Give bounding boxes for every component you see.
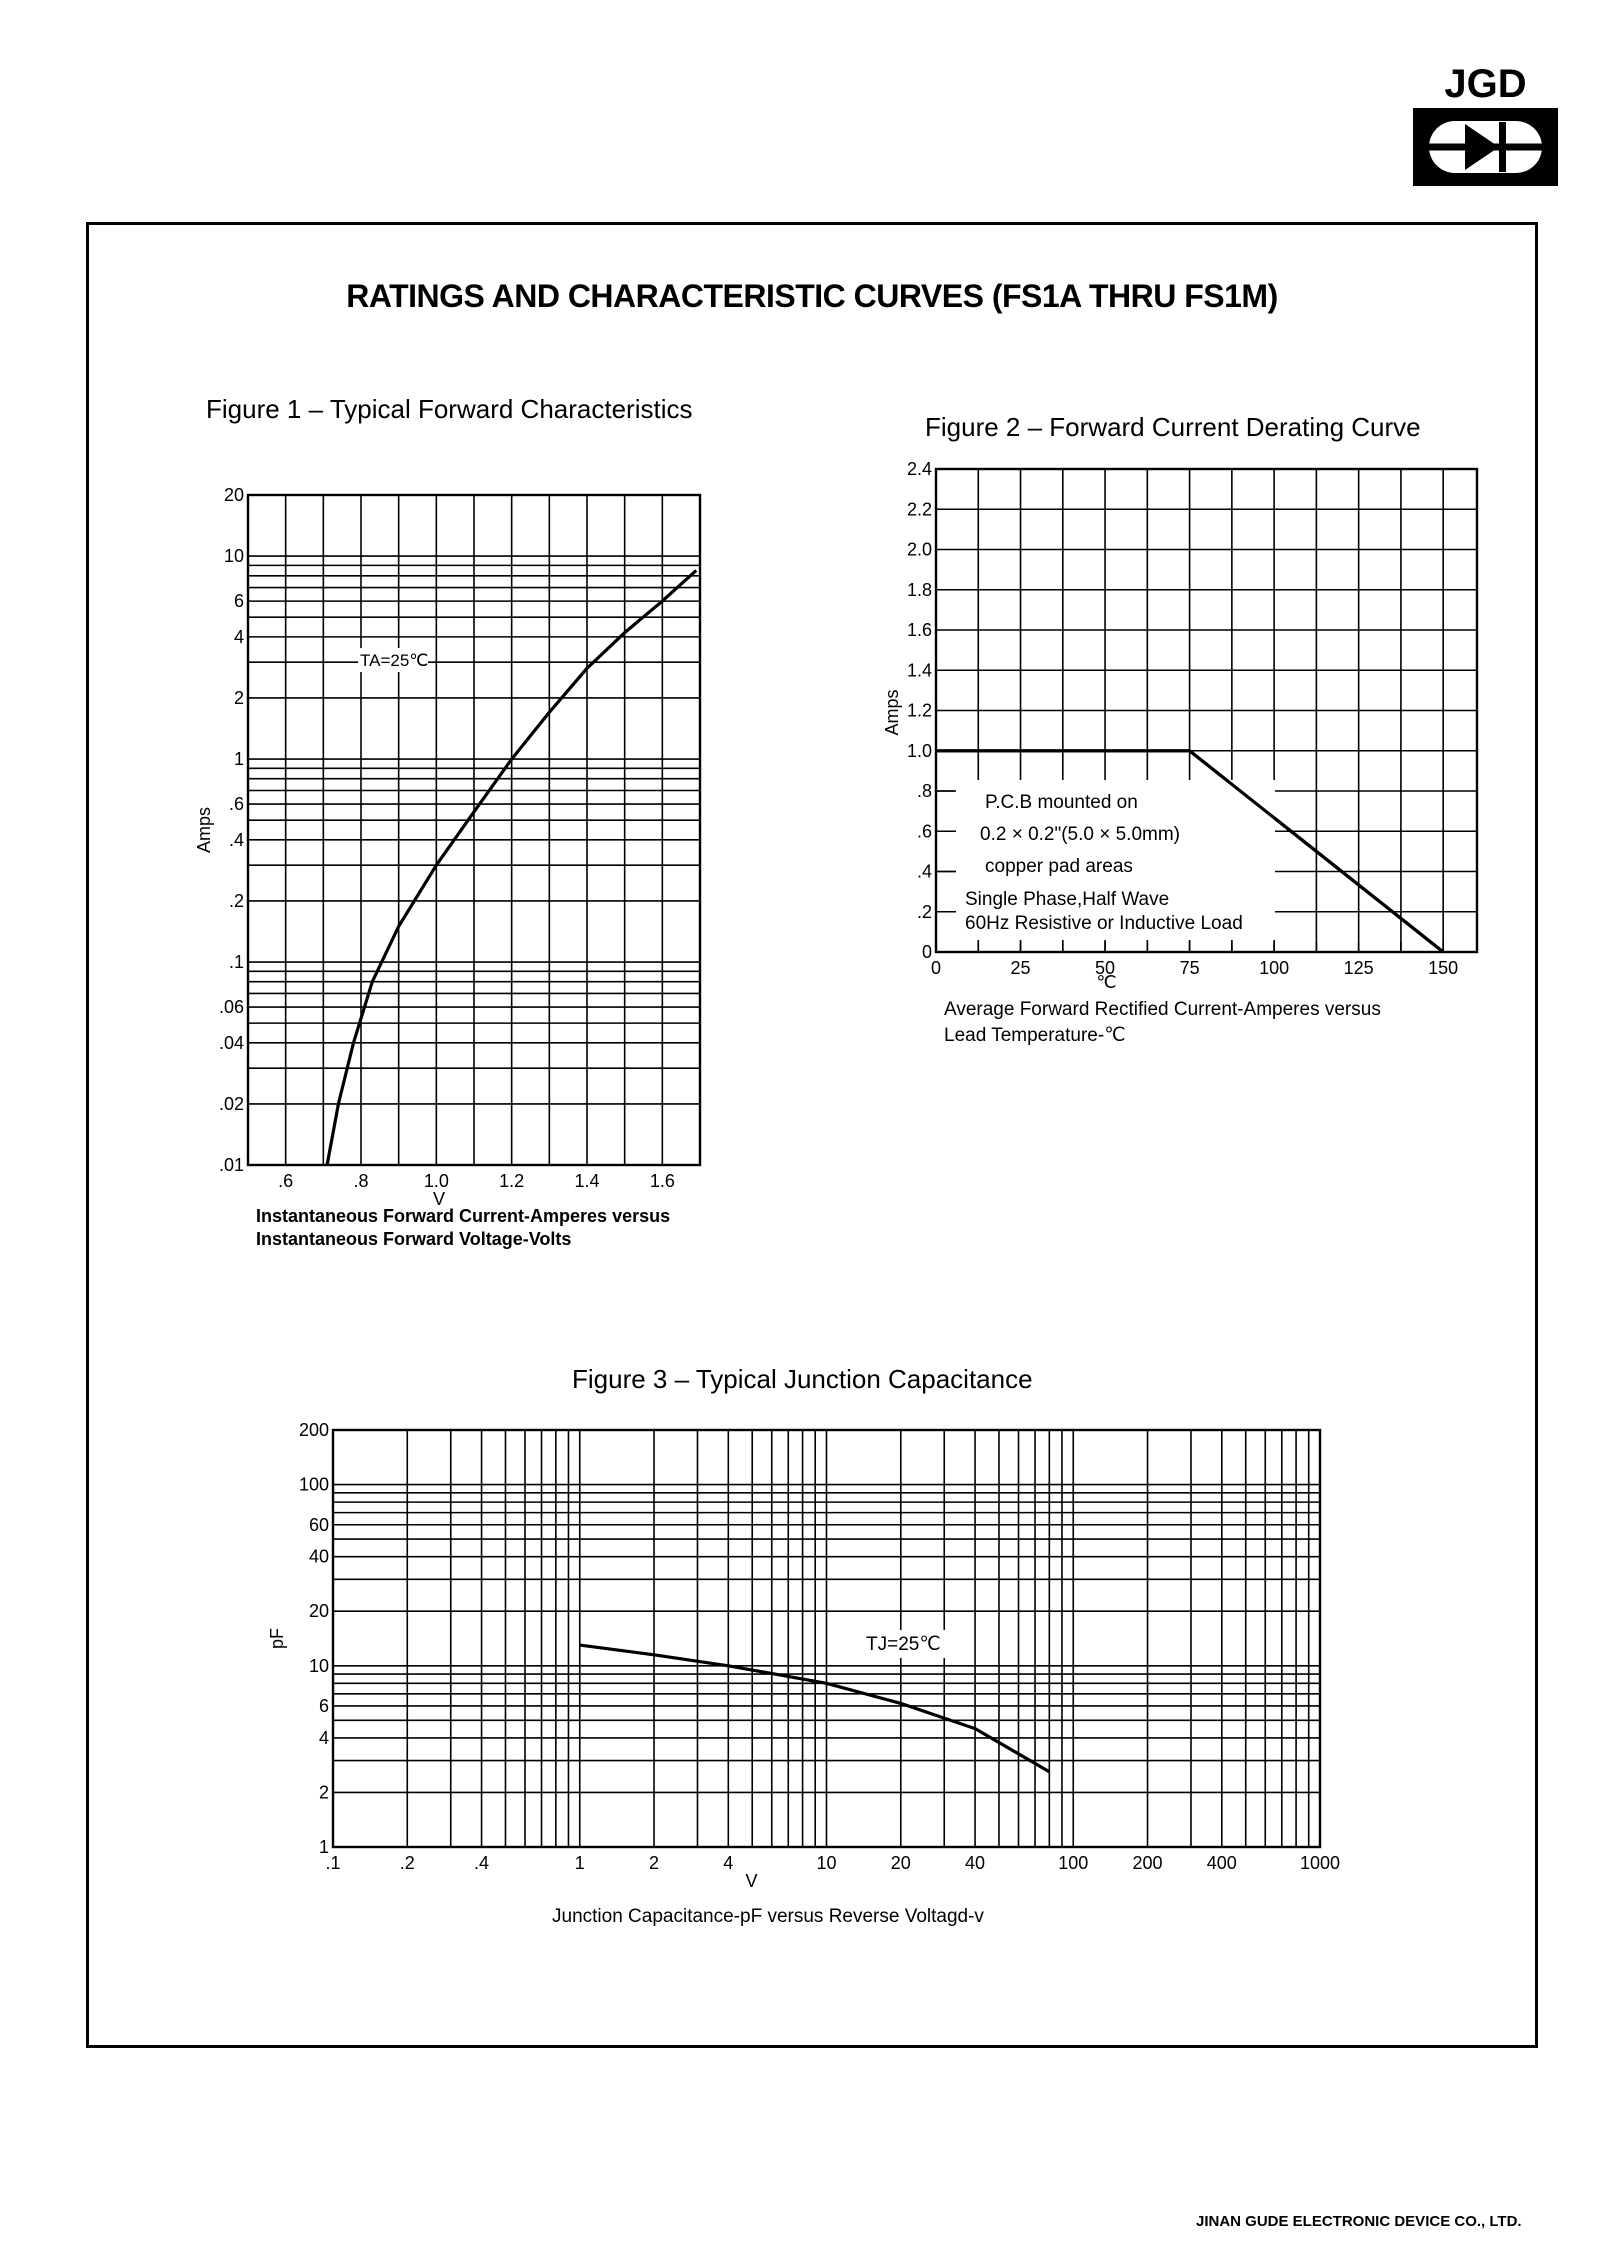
chart1-ytick-label: .1 <box>228 952 244 973</box>
chart2-note-line: 60Hz Resistive or Inductive Load <box>965 913 1243 934</box>
chart1-xtick-label: 1.6 <box>649 1171 675 1191</box>
figure2-caption-line2: Lead Temperature-℃ <box>944 1025 1126 1046</box>
chart3-xtick-label: 1 <box>574 1853 585 1873</box>
chart1-ytick-label: 4 <box>233 626 244 647</box>
footer-company: JINAN GUDE ELECTRONIC DEVICE CO., LTD. <box>1196 2213 1522 2230</box>
chart1-ytick-label: .2 <box>228 890 244 911</box>
figure1-caption-line2: Instantaneous Forward Voltage-Volts <box>256 1229 572 1249</box>
chart2-note-line: 0.2 × 0.2"(5.0 × 5.0mm) <box>980 824 1181 845</box>
chart1-ytick-label: .01 <box>218 1155 244 1175</box>
figure3-caption: Junction Capacitance-pF versus Reverse Voltagd-v <box>552 1906 984 1927</box>
chart2-note-line: P.C.B mounted on <box>985 792 1138 813</box>
chart3-xtick-label: 100 <box>1058 1853 1089 1873</box>
chart1-annotation: TA=25℃ <box>360 651 429 670</box>
chart2-xtick-label: 75 <box>1179 958 1200 978</box>
chart2-ytick-label: 2.4 <box>906 459 932 479</box>
chart2-ytick-label: 1.4 <box>906 660 932 681</box>
chart3-xtick-label: 200 <box>1132 1853 1163 1873</box>
chart1-ytick-label: .04 <box>218 1032 244 1053</box>
chart2-ytick-label: .4 <box>916 861 932 882</box>
chart2-note-line: copper pad areas <box>985 856 1133 877</box>
chart3-xtick-label: 20 <box>890 1853 911 1873</box>
chart2-xtick-label: 100 <box>1259 958 1290 978</box>
chart2-xtick-label: 50 <box>1095 958 1116 978</box>
chart1-ytick-label: 10 <box>223 546 244 567</box>
chart1-ytick-label: 1 <box>233 749 244 770</box>
chart1-ytick-label: .06 <box>218 997 244 1018</box>
chart1-xaxis-label: V <box>432 1189 446 1209</box>
chart2-ytick-label: 2.2 <box>906 499 932 520</box>
chart3-xtick-label: .4 <box>474 1853 490 1873</box>
chart3-ytick-label: 2 <box>318 1782 329 1803</box>
chart3-ytick-label: 40 <box>308 1546 329 1567</box>
chart3-yaxis-label: pF <box>267 1627 287 1650</box>
chart1-xtick-label: .6 <box>278 1171 294 1191</box>
chart3-ytick-label: 1 <box>318 1837 329 1857</box>
chart2-note-line: Single Phase,Half Wave <box>965 889 1170 910</box>
chart2-ytick-label: 1.2 <box>906 700 932 721</box>
logo-text: JGD <box>1444 62 1527 106</box>
chart3-ytick-label: 4 <box>318 1727 329 1748</box>
chart1-ytick-label: 2 <box>233 687 244 708</box>
chart1-xtick-label: 1.0 <box>423 1171 449 1191</box>
chart1-xtick-label: .8 <box>353 1171 369 1191</box>
chart3-xtick-label: 4 <box>723 1853 734 1873</box>
page-title: RATINGS AND CHARACTERISTIC CURVES (FS1A THRU FS1M) <box>346 278 1278 314</box>
chart2-yaxis-label: Amps <box>882 689 902 736</box>
chart3-ytick-label: 200 <box>298 1420 329 1440</box>
chart3-xtick-label: .2 <box>399 1853 415 1873</box>
chart3-ytick-label: 100 <box>298 1474 329 1495</box>
figure1-caption-line1: Instantaneous Forward Current-Amperes versus <box>256 1206 671 1226</box>
chart1-xtick-label: 1.2 <box>499 1171 525 1191</box>
chart3-xtick-label: 10 <box>816 1853 837 1873</box>
chart2-xtick-label: 0 <box>930 958 942 978</box>
chart1-xtick-label: 1.4 <box>574 1171 600 1191</box>
chart2-ytick-label: 0 <box>921 942 932 962</box>
chart1-ytick-label: 20 <box>223 485 244 505</box>
chart3-ytick-label: 6 <box>318 1695 329 1716</box>
figure3-title: Figure 3 – Typical Junction Capacitance <box>572 1364 1033 1394</box>
chart2-ytick-label: .6 <box>916 821 932 842</box>
chart1-ytick-label: .6 <box>228 794 244 815</box>
chart2-xaxis-label: ℃ <box>1096 972 1117 992</box>
chart3-xtick-label: 400 <box>1206 1853 1237 1873</box>
chart2-xtick-label: 125 <box>1343 958 1374 978</box>
chart2-xtick-label: 150 <box>1428 958 1459 978</box>
chart2-ytick-label: .2 <box>916 901 932 922</box>
figure1-title: Figure 1 – Typical Forward Characteristics <box>206 394 693 424</box>
chart3-xtick-label: 2 <box>649 1853 660 1873</box>
figure2-title: Figure 2 – Forward Current Derating Curve <box>925 412 1421 442</box>
figure2-caption-line1: Average Forward Rectified Current-Amperes versus <box>944 999 1381 1020</box>
chart1-ytick-label: .02 <box>218 1093 244 1114</box>
chart3-xaxis-label: V <box>745 1871 758 1891</box>
chart2-ytick-label: 1.8 <box>906 579 932 600</box>
chart3-ytick-label: 10 <box>308 1655 329 1676</box>
chart3-annotation: TJ=25℃ <box>866 1634 941 1655</box>
chart1-ytick-label: .4 <box>228 829 244 850</box>
chart2-xtick-label: 25 <box>1010 958 1031 978</box>
chart3-xtick-label: .1 <box>325 1853 341 1873</box>
chart2-ytick-label: 1.6 <box>906 620 932 640</box>
chart1-ytick-label: 6 <box>233 591 244 612</box>
chart3-ytick-label: 60 <box>308 1514 329 1535</box>
chart2-ytick-label: 2.0 <box>906 539 932 560</box>
chart2-ytick-label: 1.0 <box>906 740 932 761</box>
chart3-xtick-label: 1000 <box>1299 1853 1341 1873</box>
chart2-ytick-label: .8 <box>916 781 932 801</box>
chart3-xtick-label: 40 <box>965 1853 986 1873</box>
chart3-ytick-label: 20 <box>308 1601 329 1622</box>
chart1-yaxis-label: Amps <box>194 806 214 854</box>
